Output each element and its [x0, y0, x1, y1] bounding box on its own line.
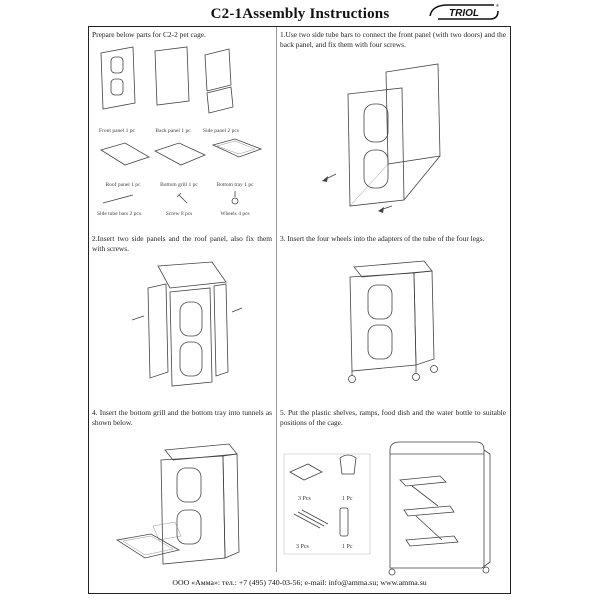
wheel-drawing [232, 191, 238, 204]
part-label-roof-panel: Roof panel 1 pc [105, 182, 141, 188]
screw-drawing [177, 193, 187, 203]
back-panel-drawing [155, 47, 189, 105]
step-5-illustration [380, 440, 505, 580]
bottom-grill-drawing [155, 143, 205, 165]
accessory-ramp-qty: 3 Pcs [296, 544, 309, 550]
contact-footer: ООО «Амма»: тел.: +7 (495) 740-03-56; e-mail: info@amma.su; www.amma.su [172, 578, 427, 587]
part-label-side-tube-bars: Side tube bars 2 pcs [97, 211, 141, 217]
step-prepare-text: Prepare below parts for C2-2 pet cage. [92, 30, 206, 39]
svg-text:TRIOL: TRIOL [449, 8, 479, 19]
part-label-back-panel: Back panel 1 pc [155, 128, 191, 134]
side-tube-bar-drawing [103, 195, 133, 203]
step-3-text: 3. Insert the four wheels into the adapters of the tube of the four legs. [280, 234, 485, 243]
step-1-text: 1.Use two side tube bars to connect the front panel (with two doors) and the back panel, and fix them with four screws. [280, 30, 506, 49]
svg-text:®: ® [496, 3, 499, 8]
accessory-food-dish-qty: 1 Pc [342, 496, 353, 502]
part-label-screw: Screw 8 pcs [165, 211, 193, 217]
accessory-water-bottle-qty: 1 Pc [342, 544, 353, 550]
front-panel-drawing [101, 47, 135, 109]
part-label-bottom-grill: Bottom grill 1 pc [160, 182, 198, 188]
step-4-illustration [115, 440, 275, 580]
triol-logo [428, 2, 500, 22]
side-panel-drawing [205, 49, 233, 113]
step-4-text: 4. Insert the bottom grill and the bottom tray into tunnels as shown below. [92, 408, 272, 427]
step-2-text: 2.Insert two side panels and the roof panel, also fix them with screws. [92, 234, 272, 253]
part-label-bottom-tray: Bottom tray 1 pc [216, 182, 254, 188]
part-label-wheels: Wheels 4 pcs [220, 211, 250, 217]
bottom-tray-drawing [213, 139, 261, 157]
column-divider [276, 27, 277, 572]
step-3-illustration [340, 255, 450, 395]
roof-panel-drawing [101, 143, 149, 165]
part-label-front-panel: Front panel 1 pc [99, 128, 135, 134]
accessory-shelf-qty: 3 Pcs [298, 496, 311, 502]
accessories-illustration [280, 452, 375, 562]
step-1-illustration [320, 60, 470, 220]
page-title: C2-1Assembly Instructions [210, 6, 390, 22]
step-2-illustration [140, 262, 250, 397]
parts-illustration [95, 45, 270, 220]
part-label-side-panel: Side panel 2 pcs [203, 128, 239, 134]
step-5-text: 5. Put the plastic shelves, ramps, food dish and the water bottle to suitable positions of the cage. [280, 408, 506, 427]
